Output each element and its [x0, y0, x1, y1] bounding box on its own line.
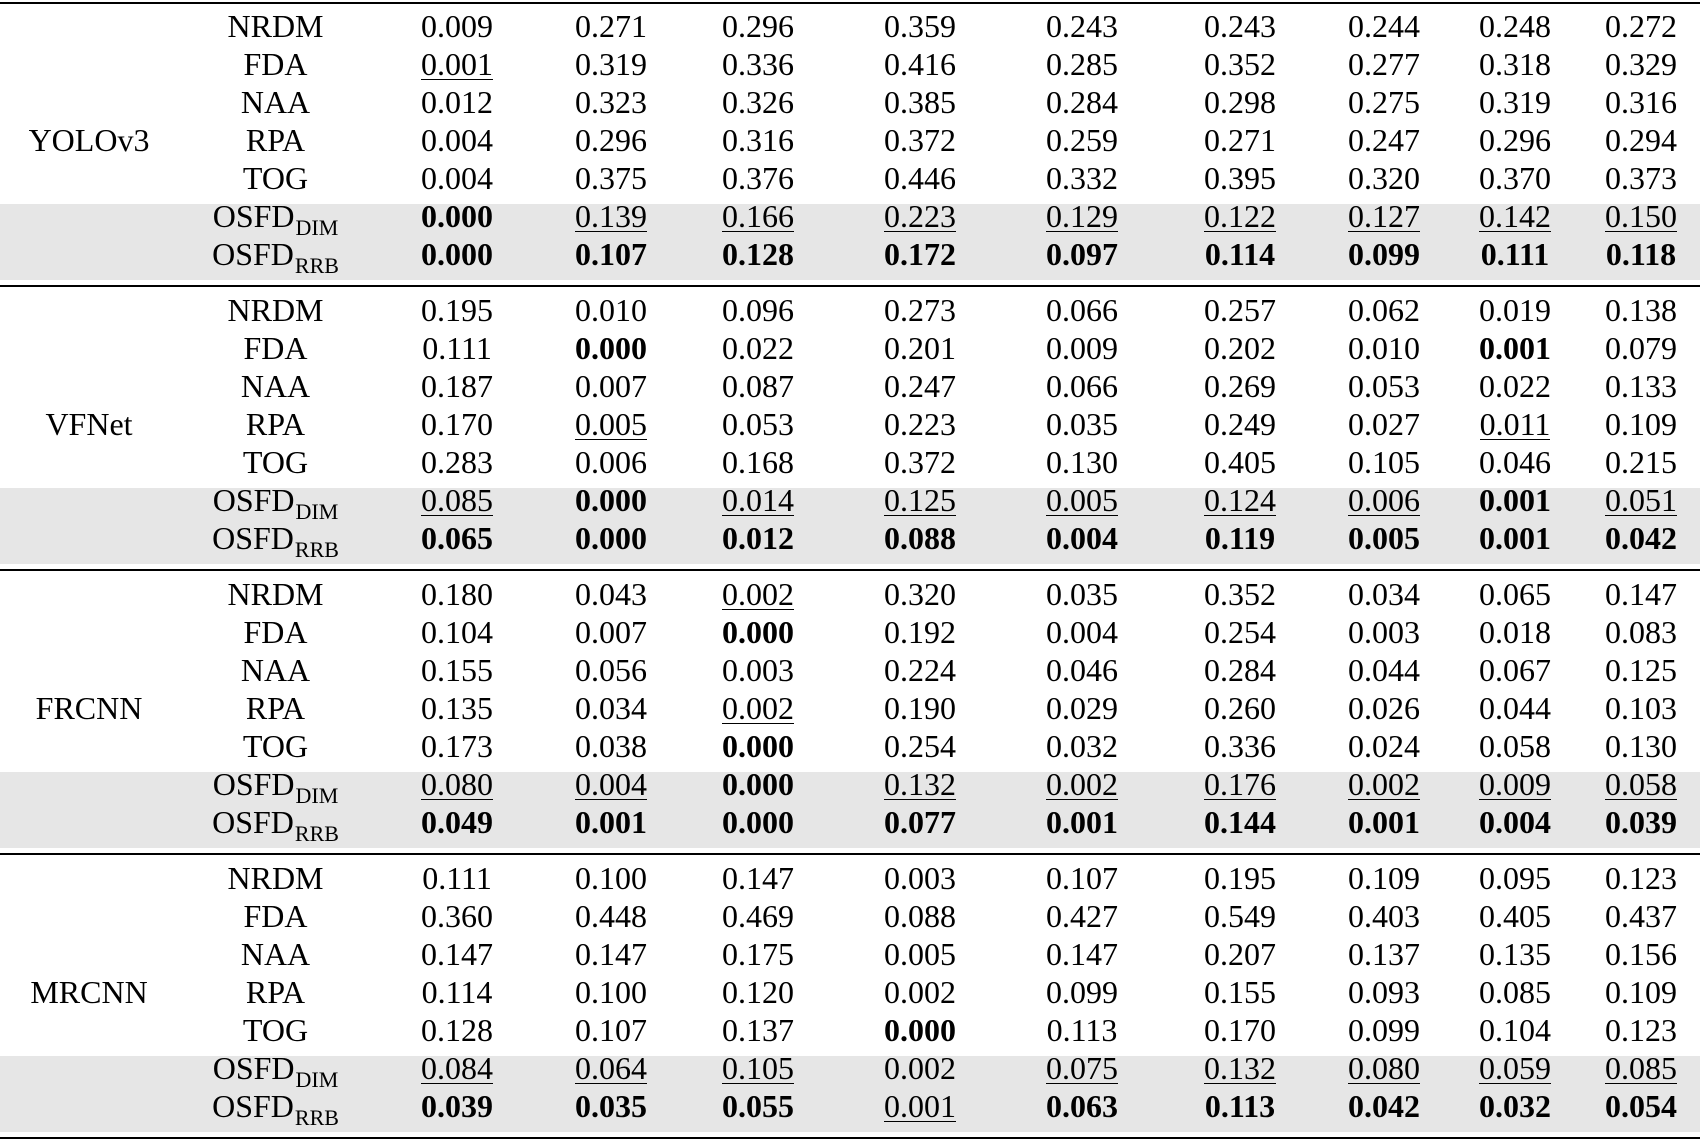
table-cell: 0.269	[1204, 368, 1276, 404]
table-cell: 0.007	[575, 368, 647, 404]
table-cell: 0.125	[884, 482, 956, 518]
method-label: NAA	[240, 652, 311, 688]
table-cell: 0.032	[1046, 728, 1118, 764]
table-cell: 0.448	[575, 898, 647, 934]
table-cell: 0.088	[884, 520, 956, 556]
table-cell: 0.332	[1046, 160, 1118, 196]
table-cell: 0.223	[884, 406, 956, 442]
table-cell: 0.046	[1046, 652, 1118, 688]
table-cell: 0.096	[722, 292, 794, 328]
table-cell: 0.053	[722, 406, 794, 442]
table-rule	[0, 853, 1700, 855]
table-cell: 0.001	[1479, 330, 1551, 366]
table-cell: 0.142	[1479, 198, 1551, 234]
table-cell: 0.005	[575, 406, 647, 442]
method-subscript: DIM	[295, 783, 339, 808]
table-cell: 0.437	[1605, 898, 1677, 934]
table-cell: 0.107	[1046, 860, 1118, 896]
table-cell: 0.099	[1348, 1012, 1420, 1048]
table-cell: 0.001	[884, 1088, 956, 1124]
table-cell: 0.085	[421, 482, 493, 518]
table-cell: 0.001	[1348, 804, 1420, 840]
table-cell: 0.172	[884, 236, 956, 272]
table-cell: 0.005	[884, 936, 956, 972]
table-cell: 0.034	[1348, 576, 1420, 612]
table-cell: 0.202	[1204, 330, 1276, 366]
table-cell: 0.187	[421, 368, 493, 404]
table-cell: 0.093	[1348, 974, 1420, 1010]
table-cell: 0.296	[1479, 122, 1551, 158]
table-cell: 0.223	[884, 198, 956, 234]
table-cell: 0.004	[575, 766, 647, 802]
method-label: $OSFD_{DIM}$	[212, 766, 339, 808]
table-cell: 0.022	[1479, 368, 1551, 404]
table-cell: 0.359	[884, 8, 956, 44]
table-cell: 0.000	[421, 198, 493, 234]
method-label: NRDM	[227, 292, 324, 328]
group-label: MRCNN	[30, 974, 148, 1010]
table-cell: 0.104	[421, 614, 493, 650]
table-cell: 0.000	[722, 766, 794, 802]
table-cell: 0.075	[1046, 1050, 1118, 1086]
table-cell: 0.190	[884, 690, 956, 726]
table-cell: 0.058	[1605, 766, 1677, 802]
table-cell: 0.062	[1348, 292, 1420, 328]
method-label: NAA	[240, 368, 311, 404]
table-cell: 0.372	[884, 122, 956, 158]
table-cell: 0.105	[1348, 444, 1420, 480]
table-cell: 0.130	[1046, 444, 1118, 480]
table-cell: 0.014	[722, 482, 794, 518]
table-cell: 0.243	[1204, 8, 1276, 44]
table-cell: 0.104	[1479, 1012, 1551, 1048]
table-cell: 0.010	[575, 292, 647, 328]
table-cell: 0.120	[722, 974, 794, 1010]
table-cell: 0.029	[1046, 690, 1118, 726]
table-cell: 0.002	[1348, 766, 1420, 802]
table-cell: 0.248	[1479, 8, 1551, 44]
table-cell: 0.323	[575, 84, 647, 120]
table-cell: 0.155	[421, 652, 493, 688]
table-cell: 0.000	[575, 330, 647, 366]
table-cell: 0.138	[1605, 292, 1677, 328]
table-cell: 0.316	[1605, 84, 1677, 120]
table-cell: 0.107	[575, 1012, 647, 1048]
table-cell: 0.099	[1348, 236, 1420, 272]
table-cell: 0.175	[722, 936, 794, 972]
table-cell: 0.135	[1479, 936, 1551, 972]
table-cell: 0.147	[575, 936, 647, 972]
method-label: RPA	[245, 690, 306, 726]
table-cell: 0.077	[884, 804, 956, 840]
table-cell: 0.147	[722, 860, 794, 896]
table-cell: 0.114	[1204, 236, 1276, 272]
table-cell: 0.055	[722, 1088, 794, 1124]
table-cell: 0.005	[1046, 482, 1118, 518]
table-cell: 0.000	[421, 236, 493, 272]
table-cell: 0.370	[1479, 160, 1551, 196]
table-cell: 0.416	[884, 46, 956, 82]
table-cell: 0.118	[1605, 236, 1677, 272]
table-cell: 0.352	[1204, 576, 1276, 612]
method-label: RPA	[245, 974, 306, 1010]
method-label: TOG	[242, 728, 309, 764]
table-cell: 0.109	[1605, 406, 1677, 442]
table-cell: 0.100	[575, 860, 647, 896]
table-cell: 0.168	[722, 444, 794, 480]
table-cell: 0.247	[884, 368, 956, 404]
table-cell: 0.109	[1605, 974, 1677, 1010]
table-cell: 0.085	[1605, 1050, 1677, 1086]
method-subscript: RRB	[294, 253, 339, 278]
method-label: RPA	[245, 122, 306, 158]
table-cell: 0.260	[1204, 690, 1276, 726]
table-cell: 0.352	[1204, 46, 1276, 82]
table-cell: 0.403	[1348, 898, 1420, 934]
table-cell: 0.139	[575, 198, 647, 234]
table-cell: 0.007	[575, 614, 647, 650]
table-cell: 0.000	[575, 520, 647, 556]
table-cell: 0.254	[884, 728, 956, 764]
method-label: NRDM	[227, 860, 324, 896]
table-cell: 0.044	[1479, 690, 1551, 726]
table-cell: 0.011	[1479, 406, 1551, 442]
method-subscript: RRB	[294, 821, 339, 846]
table-cell: 0.059	[1479, 1050, 1551, 1086]
table-cell: 0.207	[1204, 936, 1276, 972]
table-cell: 0.002	[722, 690, 794, 726]
table-cell: 0.006	[575, 444, 647, 480]
table-cell: 0.272	[1605, 8, 1677, 44]
table-rule	[0, 569, 1700, 571]
table-cell: 0.446	[884, 160, 956, 196]
table-cell: 0.022	[722, 330, 794, 366]
table-cell: 0.113	[1046, 1012, 1118, 1048]
table-cell: 0.318	[1479, 46, 1551, 82]
table-cell: 0.006	[1348, 482, 1420, 518]
table-cell: 0.144	[1204, 804, 1276, 840]
table-cell: 0.170	[421, 406, 493, 442]
table-cell: 0.114	[421, 974, 493, 1010]
table-cell: 0.003	[884, 860, 956, 896]
table-rule	[0, 2, 1700, 4]
table-cell: 0.004	[1479, 804, 1551, 840]
group-label: YOLOv3	[28, 122, 150, 158]
table-cell: 0.035	[575, 1088, 647, 1124]
table-cell: 0.320	[884, 576, 956, 612]
table-cell: 0.125	[1605, 652, 1677, 688]
table-cell: 0.053	[1348, 368, 1420, 404]
method-subscript: RRB	[294, 1105, 339, 1130]
table-cell: 0.042	[1348, 1088, 1420, 1124]
table-cell: 0.373	[1605, 160, 1677, 196]
table-cell: 0.010	[1348, 330, 1420, 366]
table-cell: 0.254	[1204, 614, 1276, 650]
table-cell: 0.000	[884, 1012, 956, 1048]
method-label: $OSFD_{DIM}$	[212, 1050, 339, 1092]
method-label: $OSFD_{DIM}$	[212, 482, 339, 524]
table-cell: 0.123	[1605, 860, 1677, 896]
table-cell: 0.360	[421, 898, 493, 934]
table-cell: 0.273	[884, 292, 956, 328]
table-cell: 0.130	[1605, 728, 1677, 764]
method-subscript: DIM	[295, 215, 339, 240]
table-cell: 0.173	[421, 728, 493, 764]
table-cell: 0.067	[1479, 652, 1551, 688]
table-cell: 0.244	[1348, 8, 1420, 44]
table-cell: 0.004	[1046, 614, 1118, 650]
table-cell: 0.147	[1605, 576, 1677, 612]
table-cell: 0.113	[1204, 1088, 1276, 1124]
table-cell: 0.065	[1479, 576, 1551, 612]
table-cell: 0.124	[1204, 482, 1276, 518]
table-cell: 0.087	[722, 368, 794, 404]
table-cell: 0.271	[1204, 122, 1276, 158]
table-cell: 0.395	[1204, 160, 1276, 196]
table-cell: 0.271	[575, 8, 647, 44]
table-cell: 0.000	[575, 482, 647, 518]
method-label: NAA	[240, 936, 311, 972]
table-rule	[0, 1137, 1700, 1139]
table-cell: 0.009	[1479, 766, 1551, 802]
method-label: FDA	[243, 330, 308, 366]
table-cell: 0.285	[1046, 46, 1118, 82]
table-cell: 0.079	[1605, 330, 1677, 366]
table-cell: 0.284	[1046, 84, 1118, 120]
table-cell: 0.000	[722, 804, 794, 840]
table-cell: 0.166	[722, 198, 794, 234]
table-cell: 0.024	[1348, 728, 1420, 764]
table-cell: 0.319	[575, 46, 647, 82]
table-cell: 0.284	[1204, 652, 1276, 688]
table-cell: 0.065	[421, 520, 493, 556]
table-cell: 0.156	[1605, 936, 1677, 972]
table-cell: 0.083	[1605, 614, 1677, 650]
method-label: NRDM	[227, 8, 324, 44]
table-cell: 0.257	[1204, 292, 1276, 328]
method-label: NAA	[240, 84, 311, 120]
table-cell: 0.032	[1479, 1088, 1551, 1124]
table-cell: 0.133	[1605, 368, 1677, 404]
table-cell: 0.122	[1204, 198, 1276, 234]
table-cell: 0.001	[1479, 482, 1551, 518]
table-cell: 0.012	[421, 84, 493, 120]
table-cell: 0.132	[1204, 1050, 1276, 1086]
table-cell: 0.004	[1046, 520, 1118, 556]
table-cell: 0.277	[1348, 46, 1420, 82]
table-cell: 0.001	[421, 46, 493, 82]
table-cell: 0.004	[421, 160, 493, 196]
table-cell: 0.088	[884, 898, 956, 934]
table-cell: 0.150	[1605, 198, 1677, 234]
table-cell: 0.283	[421, 444, 493, 480]
table-cell: 0.376	[722, 160, 794, 196]
method-subscript: RRB	[294, 537, 339, 562]
group-label: FRCNN	[35, 690, 143, 726]
table-cell: 0.128	[722, 236, 794, 272]
table-cell: 0.137	[1348, 936, 1420, 972]
method-label: FDA	[243, 614, 308, 650]
table-cell: 0.137	[722, 1012, 794, 1048]
table-cell: 0.043	[575, 576, 647, 612]
table-cell: 0.296	[722, 8, 794, 44]
table-cell: 0.019	[1479, 292, 1551, 328]
method-subscript: DIM	[295, 1067, 339, 1092]
table-cell: 0.195	[1204, 860, 1276, 896]
table-cell: 0.111	[422, 330, 492, 366]
table-cell: 0.058	[1479, 728, 1551, 764]
table-cell: 0.018	[1479, 614, 1551, 650]
method-label: $OSFD_{DIM}$	[212, 198, 339, 240]
table-cell: 0.326	[722, 84, 794, 120]
table-cell: 0.097	[1046, 236, 1118, 272]
table-cell: 0.042	[1605, 520, 1677, 556]
table-cell: 0.004	[421, 122, 493, 158]
table-cell: 0.009	[421, 8, 493, 44]
table-cell: 0.035	[1046, 406, 1118, 442]
table-cell: 0.044	[1348, 652, 1420, 688]
method-label: $OSFD_{RRB}$	[212, 236, 339, 278]
method-label: $OSFD_{RRB}$	[212, 520, 339, 562]
table-cell: 0.135	[421, 690, 493, 726]
method-label: NRDM	[227, 576, 324, 612]
table-cell: 0.095	[1479, 860, 1551, 896]
table-cell: 0.027	[1348, 406, 1420, 442]
table-cell: 0.049	[421, 804, 493, 840]
table-cell: 0.320	[1348, 160, 1420, 196]
table-cell: 0.064	[575, 1050, 647, 1086]
table-cell: 0.427	[1046, 898, 1118, 934]
table-cell: 0.298	[1204, 84, 1276, 120]
table-cell: 0.107	[575, 236, 647, 272]
table-cell: 0.080	[1348, 1050, 1420, 1086]
table-cell: 0.119	[1204, 520, 1276, 556]
table-cell: 0.147	[421, 936, 493, 972]
table-cell: 0.003	[1348, 614, 1420, 650]
table-cell: 0.003	[722, 652, 794, 688]
method-label: TOG	[242, 444, 309, 480]
table-cell: 0.002	[722, 576, 794, 612]
table-cell: 0.100	[575, 974, 647, 1010]
table-cell: 0.080	[421, 766, 493, 802]
method-label: TOG	[242, 160, 309, 196]
table-cell: 0.034	[575, 690, 647, 726]
table-cell: 0.259	[1046, 122, 1118, 158]
group-label: VFNet	[45, 406, 133, 442]
table-cell: 0.375	[575, 160, 647, 196]
table-rule	[0, 285, 1700, 287]
table-cell: 0.247	[1348, 122, 1420, 158]
table-cell: 0.336	[1204, 728, 1276, 764]
table-cell: 0.056	[575, 652, 647, 688]
table-cell: 0.039	[1605, 804, 1677, 840]
table-cell: 0.084	[421, 1050, 493, 1086]
table-cell: 0.336	[722, 46, 794, 82]
table-cell: 0.147	[1046, 936, 1118, 972]
table-cell: 0.129	[1046, 198, 1118, 234]
table-cell: 0.128	[421, 1012, 493, 1048]
table-cell: 0.316	[722, 122, 794, 158]
table-cell: 0.127	[1348, 198, 1420, 234]
method-label: TOG	[242, 1012, 309, 1048]
table-cell: 0.111	[422, 860, 492, 896]
table-cell: 0.319	[1479, 84, 1551, 120]
table-cell: 0.111	[1480, 236, 1550, 272]
table-cell: 0.063	[1046, 1088, 1118, 1124]
table-cell: 0.192	[884, 614, 956, 650]
table-cell: 0.329	[1605, 46, 1677, 82]
table-cell: 0.385	[884, 84, 956, 120]
method-label: RPA	[245, 406, 306, 442]
table-cell: 0.224	[884, 652, 956, 688]
table-cell: 0.002	[1046, 766, 1118, 802]
table-cell: 0.054	[1605, 1088, 1677, 1124]
table-cell: 0.001	[575, 804, 647, 840]
table-cell: 0.012	[722, 520, 794, 556]
table-cell: 0.002	[884, 1050, 956, 1086]
table-cell: 0.000	[722, 728, 794, 764]
table-cell: 0.176	[1204, 766, 1276, 802]
table-cell: 0.201	[884, 330, 956, 366]
table-cell: 0.066	[1046, 292, 1118, 328]
table-cell: 0.405	[1204, 444, 1276, 480]
table-cell: 0.243	[1046, 8, 1118, 44]
table-cell: 0.035	[1046, 576, 1118, 612]
table-cell: 0.275	[1348, 84, 1420, 120]
table-cell: 0.296	[575, 122, 647, 158]
table-cell: 0.170	[1204, 1012, 1276, 1048]
table-cell: 0.180	[421, 576, 493, 612]
table-cell: 0.085	[1479, 974, 1551, 1010]
table-cell: 0.009	[1046, 330, 1118, 366]
table-cell: 0.103	[1605, 690, 1677, 726]
table-cell: 0.549	[1204, 898, 1276, 934]
table-cell: 0.038	[575, 728, 647, 764]
table-cell: 0.002	[884, 974, 956, 1010]
method-label: $OSFD_{RRB}$	[212, 1088, 339, 1130]
table-cell: 0.109	[1348, 860, 1420, 896]
table-cell: 0.372	[884, 444, 956, 480]
table-cell: 0.195	[421, 292, 493, 328]
method-subscript: DIM	[295, 499, 339, 524]
method-label: $OSFD_{RRB}$	[212, 804, 339, 846]
method-label: FDA	[243, 898, 308, 934]
table-cell: 0.051	[1605, 482, 1677, 518]
table-cell: 0.132	[884, 766, 956, 802]
table-cell: 0.005	[1348, 520, 1420, 556]
table-cell: 0.039	[421, 1088, 493, 1124]
table-cell: 0.026	[1348, 690, 1420, 726]
table-cell: 0.001	[1479, 520, 1551, 556]
table-cell: 0.469	[722, 898, 794, 934]
table-cell: 0.405	[1479, 898, 1551, 934]
table-cell: 0.105	[722, 1050, 794, 1086]
table-cell: 0.066	[1046, 368, 1118, 404]
table-cell: 0.155	[1204, 974, 1276, 1010]
method-label: FDA	[243, 46, 308, 82]
table-cell: 0.001	[1046, 804, 1118, 840]
table-cell: 0.294	[1605, 122, 1677, 158]
table-cell: 0.000	[722, 614, 794, 650]
table-cell: 0.123	[1605, 1012, 1677, 1048]
table-cell: 0.099	[1046, 974, 1118, 1010]
table-cell: 0.249	[1204, 406, 1276, 442]
table-cell: 0.046	[1479, 444, 1551, 480]
table-cell: 0.215	[1605, 444, 1677, 480]
